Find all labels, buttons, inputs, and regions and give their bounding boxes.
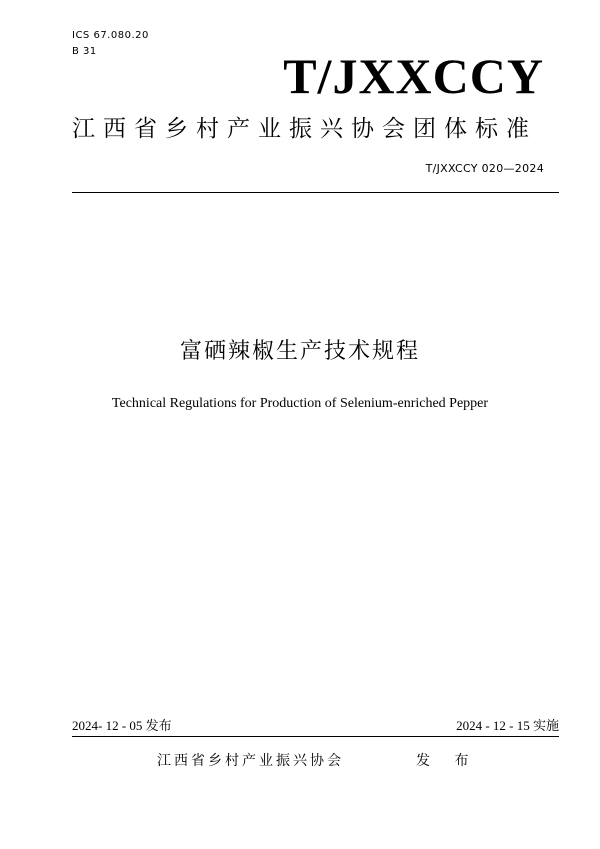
standard-mark: T/JXXCCY: [283, 48, 544, 104]
document-title-chinese: 富硒辣椒生产技术规程: [179, 339, 420, 364]
ics-code: ICS 67.080.20: [72, 30, 149, 41]
publish-date: [72, 718, 172, 735]
publisher-name: 江西省乡村产业振兴协会: [157, 753, 344, 769]
publish-date-label: 发布: [145, 719, 172, 734]
publish-date-value: 2024- 12 - 05: [72, 718, 143, 733]
publish-word: 发 布: [416, 753, 479, 769]
implement-date: [456, 718, 559, 735]
ccs-code: B 31: [72, 46, 97, 57]
organization-standard-title: 江西省乡村产业振兴协会团体标准: [72, 116, 537, 142]
document-title-english: Technical Regulations for Production of Selenium-enriched Pepper: [111, 396, 489, 411]
header-divider: [72, 192, 559, 193]
footer-divider: [72, 736, 559, 737]
implement-date-value: 2024 - 12 - 15: [456, 718, 530, 733]
standard-number: T/JXXCCY 020—2024: [425, 162, 544, 175]
implement-date-label: 实施: [532, 719, 559, 734]
